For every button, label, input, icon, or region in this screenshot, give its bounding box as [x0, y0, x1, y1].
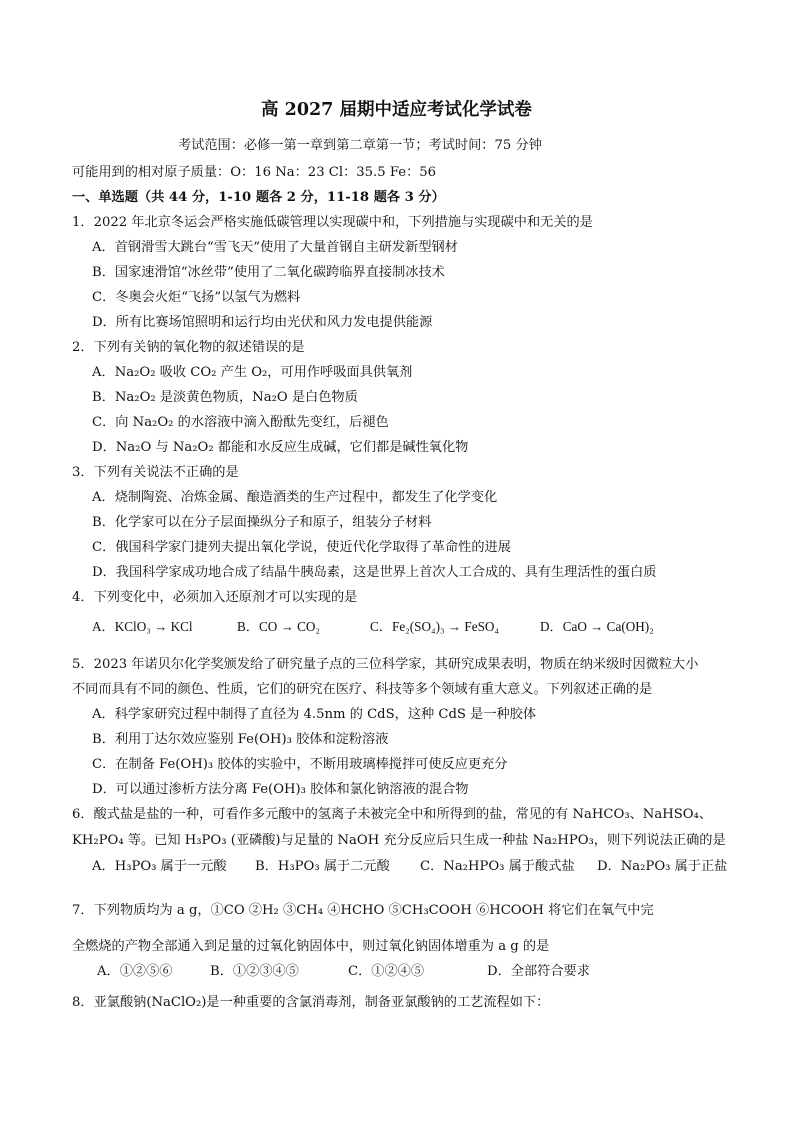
q2-stem: 2．下列有关钠的氧化物的叙述错误的是 [72, 340, 305, 355]
q1-option-d: D．所有比赛场馆照明和运行均由光伏和风力发电提供能源 [92, 315, 433, 330]
q5-option-c: C．在制备 Fe(OH)₃ 胶体的实验中，不断用玻璃棒搅拌可使反应更充分 [92, 757, 508, 772]
q2-option-a: A．Na₂O₂ 吸收 CO₂ 产生 O₂，可用作呼吸面具供氧剂 [92, 365, 413, 380]
q6-option-c: C．Na₂HPO₃ 属于酸式盐 [420, 859, 575, 874]
q7-option-b: B．①②③④⑤ [210, 964, 299, 979]
q3-stem: 3．下列有关说法不正确的是 [72, 465, 239, 480]
q7-stem-line2: 全燃烧的产物全部通入到足量的过氧化钠固体中，则过氧化钠固体增重为 a g 的是 [72, 939, 550, 954]
q4-option-d: D．CaO → Ca(OH)₂ [540, 619, 654, 634]
q5-option-d: D．可以通过渗析方法分离 Fe(OH)₃ 胶体和氯化钠溶液的混合物 [92, 782, 469, 797]
q6-stem-line2: KH₂PO₄ 等。已知 H₃PO₃ (亚磷酸)与足量的 NaOH 充分反应后只生成一种盐 Na₂HPO₃，则下列说法正确的是 [72, 833, 726, 848]
q3-option-c: C．俄国科学家门捷列夫提出氧化学说，使近代化学取得了革命性的进展 [92, 540, 511, 555]
atomic-mass-line: 可能用到的相对原子质量：O：16 Na：23 Cl：35.5 Fe：56 [72, 165, 437, 180]
exam-scope: 考试范围：必修一第一章到第二章第一节；考试时间：75 分钟 [178, 138, 542, 153]
q1-stem: 1．2022 年北京冬运会严格实施低碳管理以实现碳中和，下列措施与实现碳中和无关的是 [72, 215, 593, 230]
q6-option-b: B．H₃PO₃ 属于二元酸 [255, 859, 390, 874]
q4-option-c: C．Fe₂(SO₄)₃ → FeSO₄ [370, 619, 500, 634]
q8-stem: 8．亚氯酸钠(NaClO₂)是一种重要的含氯消毒剂，制备亚氯酸钠的工艺流程如下： [72, 995, 550, 1010]
q3-option-b: B．化学家可以在分子层面操纵分子和原子，组装分子材料 [92, 515, 432, 530]
q1-option-b: B．国家速滑馆“冰丝带”使用了二氧化碳跨临界直接制冰技术 [92, 265, 445, 280]
exam-title: 高 2027 届期中适应考试化学试卷 [261, 100, 532, 120]
q4-option-b: B．CO → CO₂ [237, 619, 321, 634]
q3-option-a: A．烧制陶瓷、冶炼金属、酿造酒类的生产过程中，都发生了化学变化 [92, 490, 498, 505]
q4-stem: 4．下列变化中，必须加入还原剂才可以实现的是 [72, 590, 358, 605]
q1-option-c: C．冬奥会火炬“飞扬”以氢气为燃料 [92, 290, 301, 305]
q3-option-d: D．我国科学家成功地合成了结晶牛胰岛素，这是世界上首次人工合成的、具有生理活性的蛋白质 [92, 565, 657, 580]
q7-stem-line1: 7．下列物质均为 a g，①CO ②H₂ ③CH₄ ④HCHO ⑤CH₃COOH ⑥HCOOH 将它们在氧气中完 [72, 903, 654, 918]
section-heading: 一、单选题（共 44 分，1-10 题各 2 分，11-18 题各 3 分） [72, 190, 445, 205]
q2-option-c: C．向 Na₂O₂ 的水溶液中滴入酚酞先变红，后褪色 [92, 415, 389, 430]
q1-option-a: A．首钢滑雪大跳台“雪飞天”使用了大量首钢自主研发新型钢材 [92, 240, 458, 255]
q5-option-b: B．利用丁达尔效应鉴别 Fe(OH)₃ 胶体和淀粉溶液 [92, 732, 389, 747]
q6-stem-line1: 6．酸式盐是盐的一种，可看作多元酸中的氢离子未被完全中和所得到的盐，常见的有 NaHCO₃、NaHSO₄、 [72, 807, 713, 822]
q7-option-c: C．①②④⑤ [348, 964, 425, 979]
q7-option-d: D．全部符合要求 [487, 964, 590, 979]
q2-option-b: B．Na₂O₂ 是淡黄色物质，Na₂O 是白色物质 [92, 390, 358, 405]
q6-option-d: D．Na₂PO₃ 属于正盐 [597, 859, 728, 874]
q2-option-d: D．Na₂O 与 Na₂O₂ 都能和水反应生成碱，它们都是碱性氧化物 [92, 440, 469, 455]
q4-option-a: A．KClO₃ → KCl [92, 619, 193, 634]
q7-option-a: A．①②⑤⑥ [97, 964, 173, 979]
q6-option-a: A．H₃PO₃ 属于一元酸 [92, 859, 227, 874]
q5-stem-line2: 不同而具有不同的颜色、性质，它们的研究在医疗、科技等多个领域有重大意义。下列叙述正确的是 [72, 682, 653, 697]
q5-option-a: A．科学家研究过程中制得了直径为 4.5nm 的 CdS，这种 CdS 是一种胶体 [92, 707, 537, 722]
q5-stem-line1: 5．2023 年诺贝尔化学奖颁发给了研究量子点的三位科学家，其研究成果表明，物质在纳米级时因微粒大小 [72, 657, 699, 672]
